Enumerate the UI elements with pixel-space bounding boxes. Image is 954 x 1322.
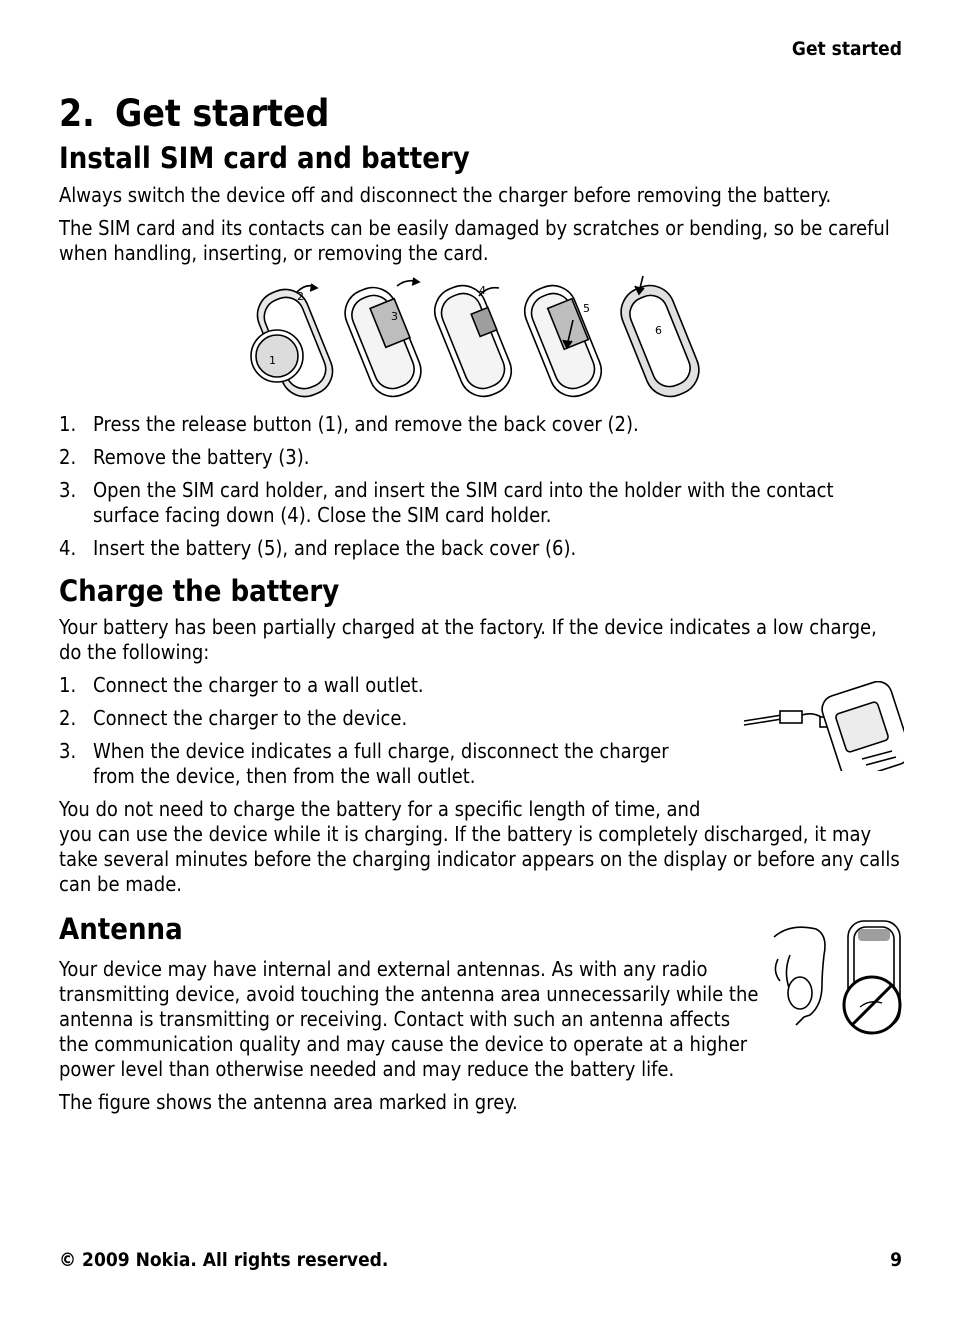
charge-heading: Charge the battery xyxy=(59,574,340,608)
list-item: 2. Connect the charger to the device. xyxy=(59,706,408,730)
step-phone-5 xyxy=(614,276,707,402)
step-phone-2 xyxy=(338,278,428,402)
figure-label-3: 3 xyxy=(391,310,398,323)
list-item: 1. Connect the charger to a wall outlet. xyxy=(59,673,424,697)
charge-intro: Your battery has been partially charged at the factory. If the device indicates a low charge, do the following: xyxy=(59,615,877,664)
charge-section xyxy=(59,573,904,897)
antenna-heading: Antenna xyxy=(59,912,183,946)
page-content xyxy=(59,92,904,1115)
charger-figure xyxy=(742,681,904,771)
antenna-para-2: The figure shows the antenna area marked in grey. xyxy=(59,1090,518,1114)
chapter-number: 2. xyxy=(59,92,95,135)
sim-heading: Install SIM card and battery xyxy=(59,141,470,175)
charge-para-rest: you can use the device while it is charging. If the battery is completely discharged, it may take several minutes before the charging indicator appears on the display or before any calls can be made. xyxy=(59,822,900,896)
footer-copyright: © 2009 Nokia. All rights reserved. xyxy=(59,1249,389,1271)
figure-label-1: 1 xyxy=(269,354,276,367)
list-item: 3. Open the SIM card holder, and insert the SIM card into the holder with the contact surface facing down (4). Close the SIM card holder. xyxy=(59,478,834,527)
charge-para-line-1: You do not need to charge the battery for a specific length of time, and xyxy=(59,797,701,821)
figure-label-4: 4 xyxy=(479,284,486,297)
figure-label-2: 2 xyxy=(297,290,304,303)
running-header: Get started xyxy=(791,38,902,60)
chapter-title xyxy=(59,92,904,136)
antenna-figure xyxy=(770,915,904,1037)
sim-install-figure xyxy=(247,274,717,402)
footer-page-number: 9 xyxy=(890,1249,902,1271)
list-item: 4. Insert the battery (5), and replace the back cover (6). xyxy=(59,536,577,560)
figure-label-5: 5 xyxy=(583,302,590,315)
list-item: 3. When the device indicates a full charge, disconnect the charger from the device, then from the wall outlet. xyxy=(59,739,669,788)
step-phone-1 xyxy=(250,282,339,402)
chapter-title-text: Get started xyxy=(115,92,330,135)
list-item: 1. Press the release button (1), and remove the back cover (2). xyxy=(59,412,639,436)
antenna-para-1: Your device may have internal and external antennas. As with any radio transmitting device, avoid touching the antenna area unnecessarily while the antenna is transmitting or receiving. Contact with such an antenna affects the communication quality and may cause the device to operate at a higher power level than otherwise needed and may reduce the battery life. xyxy=(59,957,759,1081)
sim-para-1: Always switch the device off and disconnect the charger before removing the battery. xyxy=(59,183,832,207)
step-phone-3 xyxy=(428,278,519,402)
antenna-section xyxy=(59,911,904,1115)
sim-para-2: The SIM card and its contacts can be easily damaged by scratches or bending, so be careful when handling, inserting, or removing the card. xyxy=(59,216,890,265)
list-item: 2. Remove the battery (3). xyxy=(59,445,310,469)
step-phone-4 xyxy=(518,278,609,402)
sim-steps-list xyxy=(59,412,904,561)
figure-label-6: 6 xyxy=(655,324,662,337)
